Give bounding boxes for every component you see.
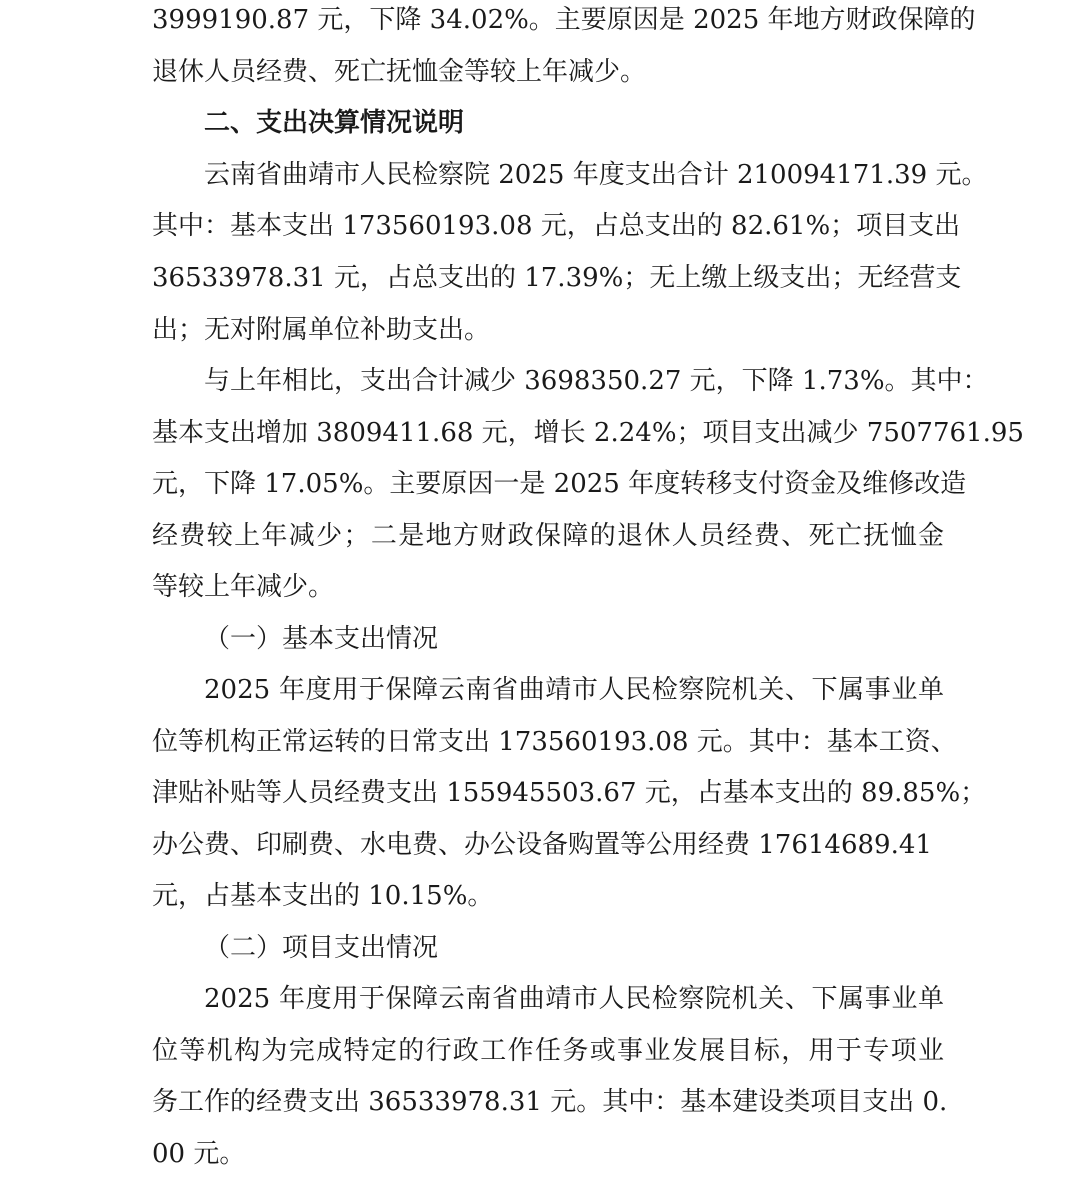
subsection-heading-basic-expenditure: （一）基本支出情况 bbox=[204, 624, 439, 654]
text-line-22: 务工作的经费支出 36533978.31 元。其中：基本建设类项目支出 0. bbox=[152, 1087, 948, 1117]
text-line-23: 00 元。 bbox=[152, 1139, 246, 1169]
text-line-14: 2025 年度用于保障云南省曲靖市人民检察院机关、下属事业单 bbox=[204, 675, 944, 705]
text-line-5: 其中：基本支出 173560193.08 元，占总支出的 82.61%；项目支出 bbox=[152, 211, 961, 241]
text-line-1: 3999190.87 元，下降 34.02%。主要原因是 2025 年地方财政保障的 bbox=[152, 5, 976, 35]
text-line-20: 2025 年度用于保障云南省曲靖市人民检察院机关、下属事业单 bbox=[204, 984, 944, 1014]
text-line-8: 与上年相比，支出合计减少 3698350.27 元，下降 1.73%。其中： bbox=[204, 366, 989, 396]
text-line-16: 津贴补贴等人员经费支出 155945503.67 元，占基本支出的 89.85%； bbox=[152, 778, 987, 808]
text-line-18: 元，占基本支出的 10.15%。 bbox=[152, 881, 494, 911]
text-line-7: 出；无对附属单位补助支出。 bbox=[152, 315, 491, 345]
text-line-2: 退休人员经费、死亡抚恤金等较上年减少。 bbox=[152, 57, 647, 87]
subsection-heading-project-expenditure: （二）项目支出情况 bbox=[204, 933, 439, 963]
text-line-10: 元，下降 17.05%。主要原因一是 2025 年度转移支付资金及维修改造 bbox=[152, 469, 967, 499]
text-line-4: 云南省曲靖市人民检察院 2025 年度支出合计 210094171.39 元。 bbox=[204, 160, 988, 190]
text-line-6: 36533978.31 元，占总支出的 17.39%；无上缴上级支出；无经营支 bbox=[152, 263, 962, 293]
text-line-21: 位等机构为完成特定的行政工作任务或事业发展目标，用于专项业 bbox=[152, 1036, 944, 1066]
section-heading-expenditure: 二、支出决算情况说明 bbox=[204, 108, 465, 138]
text-line-12: 等较上年减少。 bbox=[152, 572, 335, 602]
text-line-15: 位等机构正常运转的日常支出 173560193.08 元。其中：基本工资、 bbox=[152, 727, 957, 757]
text-line-17: 办公费、印刷费、水电费、办公设备购置等公用经费 17614689.41 bbox=[152, 830, 932, 860]
text-line-11: 经费较上年减少；二是地方财政保障的退休人员经费、死亡抚恤金 bbox=[152, 521, 944, 551]
text-line-9: 基本支出增加 3809411.68 元，增长 2.24%；项目支出减少 7507761.95 bbox=[152, 418, 1024, 448]
